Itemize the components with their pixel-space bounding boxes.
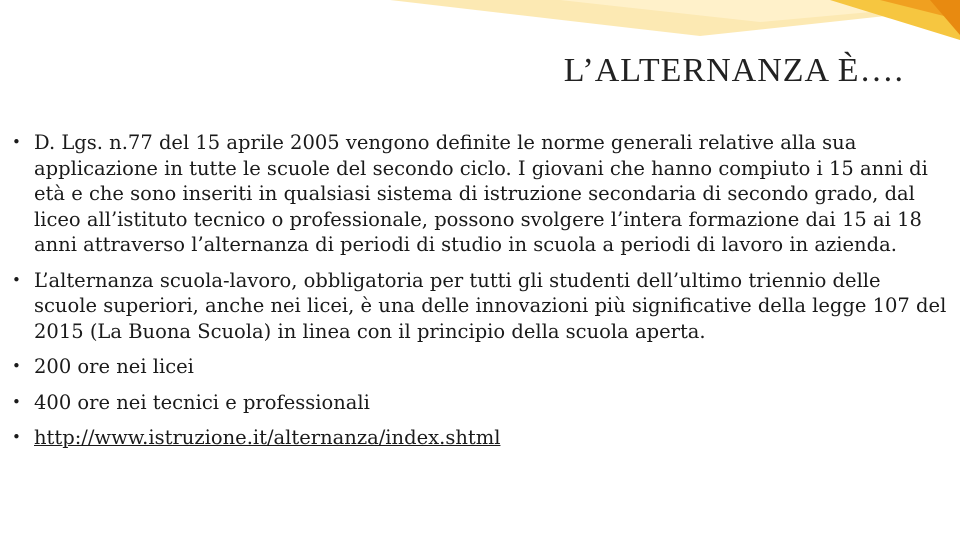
bullet-text: 400 ore nei tecnici e professionali (34, 390, 370, 414)
slide-title: L’ALTERNANZA È…. (563, 52, 904, 89)
bullet-marker: • (12, 428, 21, 446)
list-item (12, 130, 948, 258)
list-item (12, 354, 948, 380)
bullet-list (12, 130, 948, 451)
list-item (12, 425, 948, 451)
slide-content (12, 130, 948, 461)
bullet-text: 200 ore nei licei (34, 355, 194, 378)
bullet-text: D. Lgs. n.77 del 15 aprile 2005 vengono definite le norme generali relative alla sua applicazione in tutte le scuole del secondo ciclo. I giovani che hanno compiuto i 15 anni di età e che sono inseriti in qualsiasi sistema di istruzione secondaria di secondo grado, dal liceo all’istituto tecnico o professionale, possono svolgere l’intera formazione dai 15 ai 18 anni attraverso l’alternanza di periodi di studio in scuola a periodi di lavoro in azienda. (34, 131, 928, 256)
bullet-marker: • (12, 270, 21, 289)
bullet-marker: • (12, 133, 21, 151)
ministry-link[interactable]: http://www.istruzione.it/alternanza/index.shtml (34, 426, 501, 449)
bullet-text: L’alternanza scuola-lavoro, obbligatoria per tutti gli studenti dell’ultimo triennio delle scuole superiori, anche nei licei, è una delle innovazioni più significative della legge 107 del 2015 (La Buona Scuola) in linea con il principio della scuola aperta. (34, 268, 947, 343)
list-item (12, 390, 948, 416)
bullet-marker: • (12, 392, 21, 411)
list-item (12, 268, 948, 345)
bullet-marker: • (12, 357, 21, 375)
